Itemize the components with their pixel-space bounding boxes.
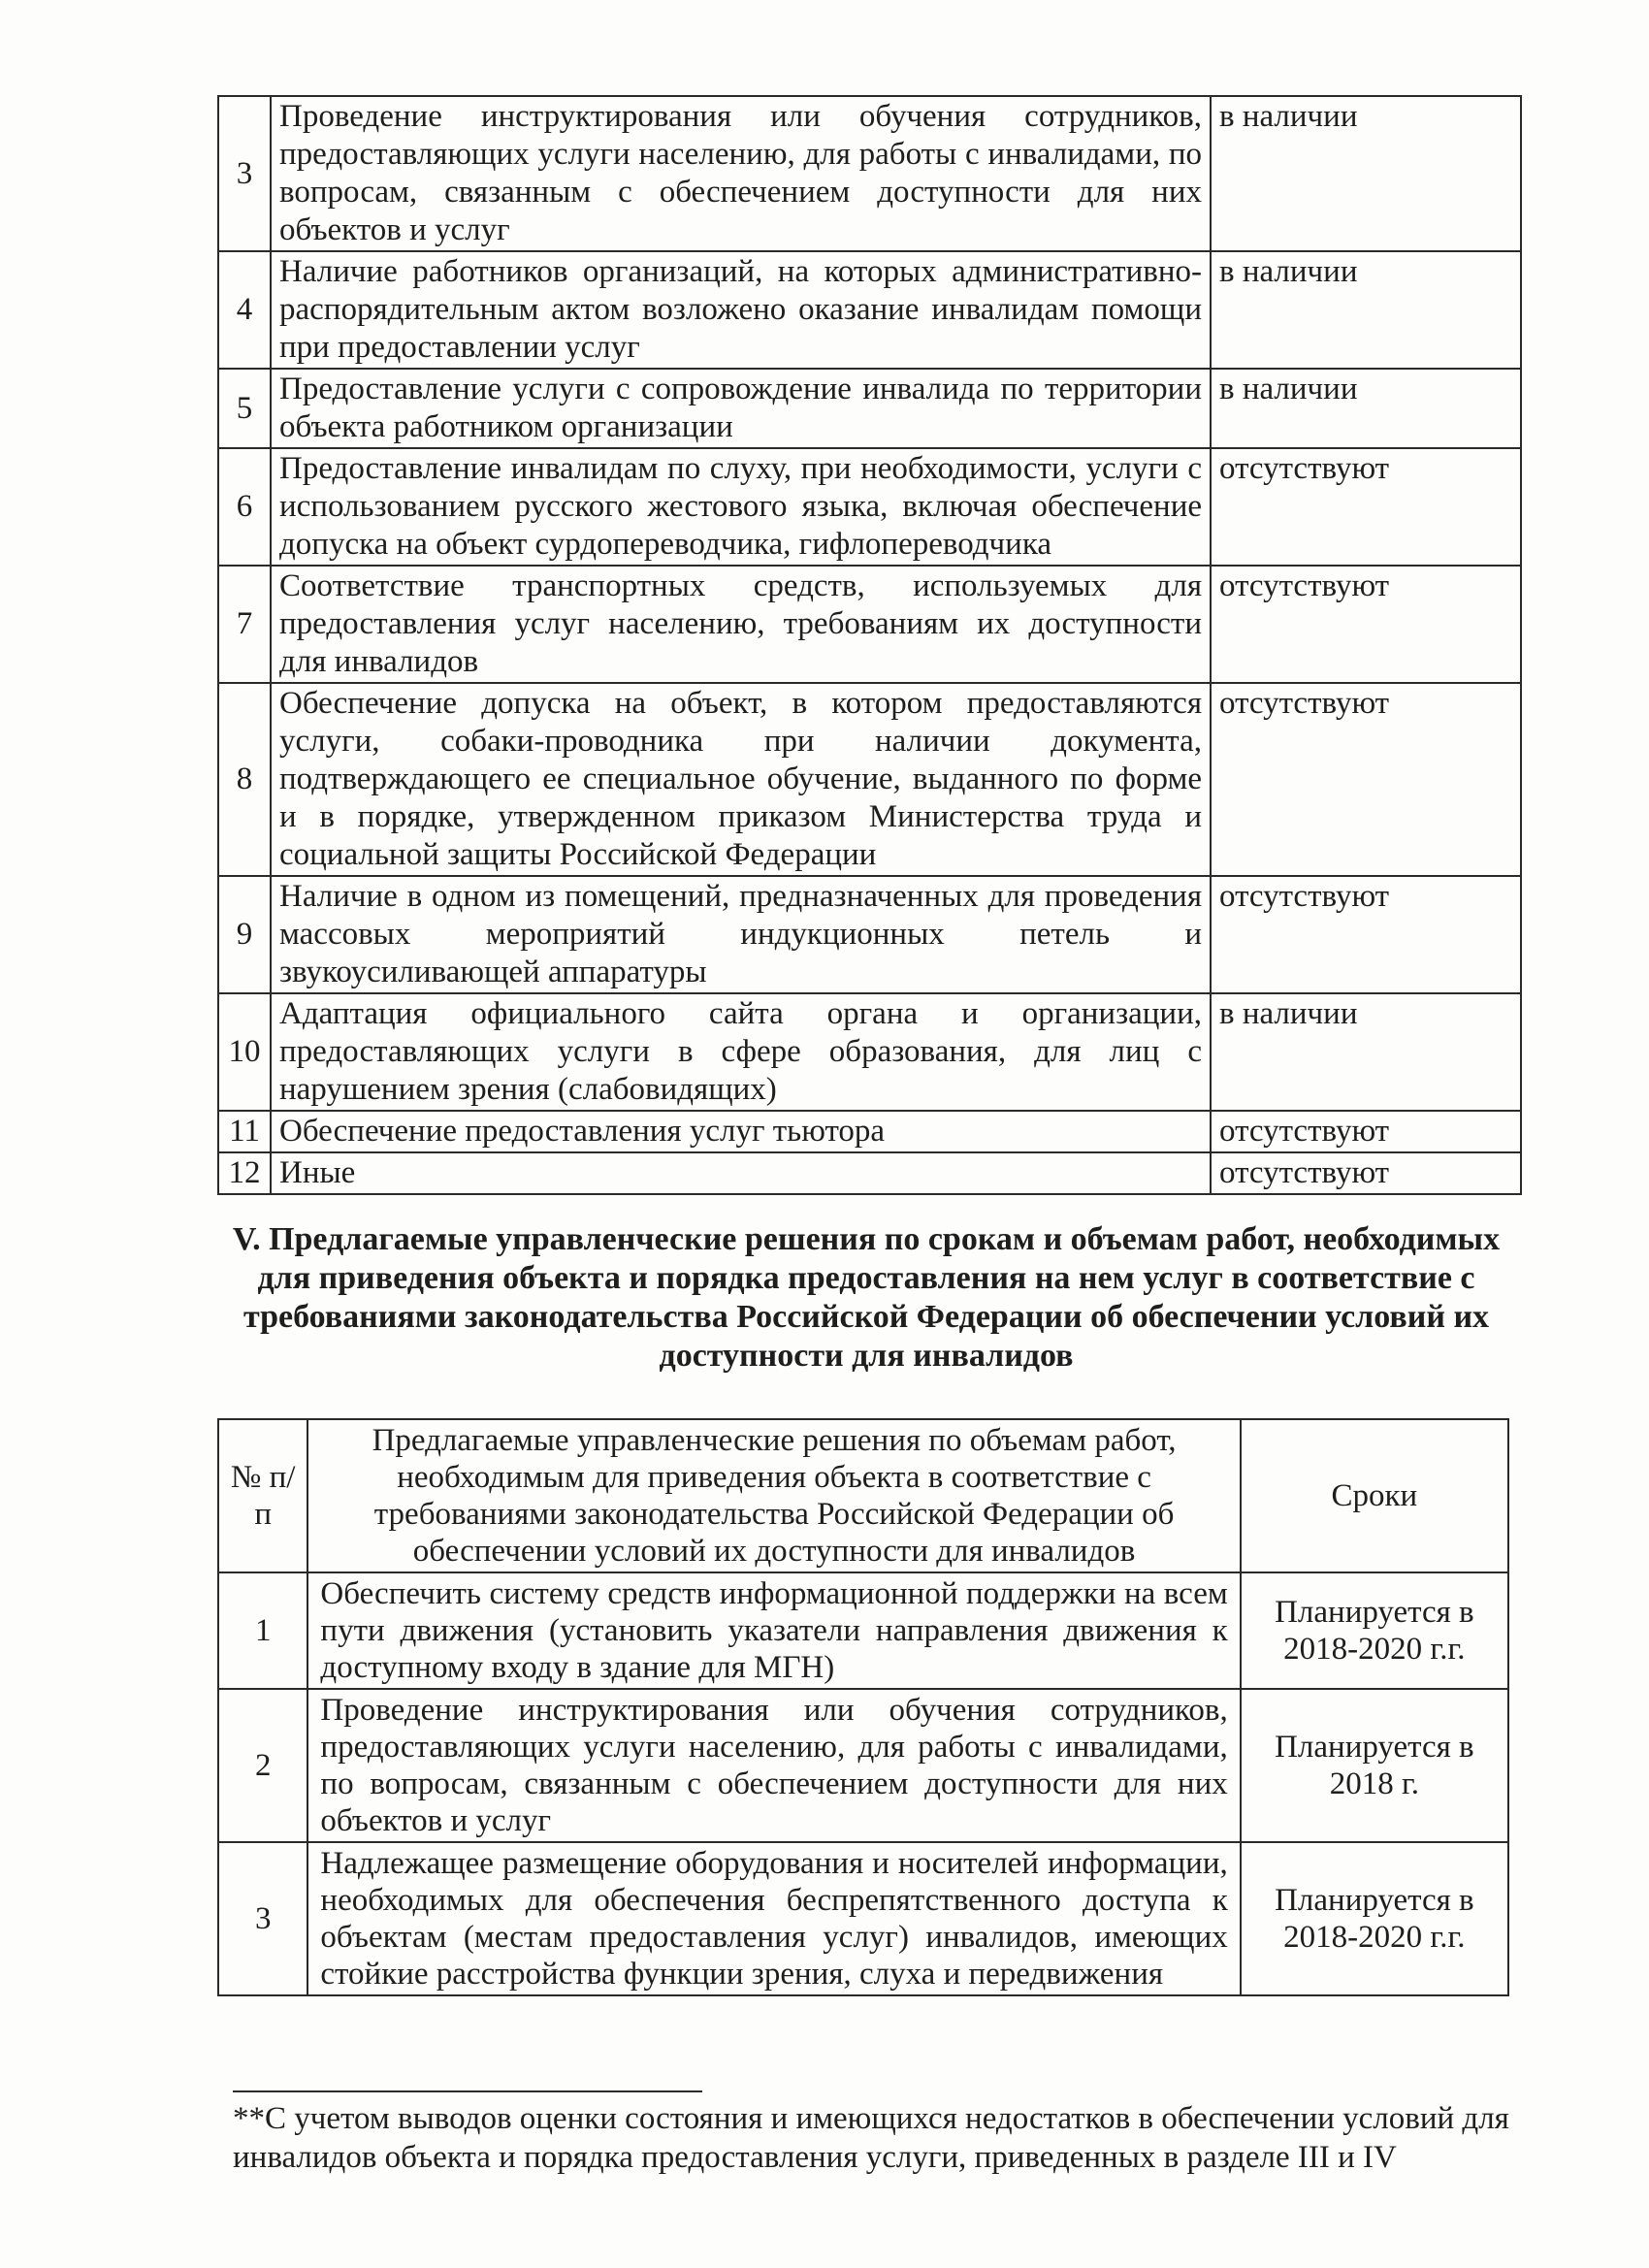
row-status: отсутствуют [1211, 876, 1521, 993]
footnote-divider [233, 2090, 702, 2092]
table-row [218, 1689, 1508, 1842]
row-status: отсутствуют [1211, 566, 1521, 683]
row-number: 12 [218, 1152, 271, 1194]
header-measures: Предлагаемые управленческие решения по объемам работ, необходимым для приведения объекта в соответствие с требованиями законодательства Российской Федерации об обеспечении условий их доступности для инвалидов [307, 1419, 1240, 1572]
heading-line: доступности для инвалидов [659, 1338, 1074, 1374]
row-description: Надлежащее размещение оборудования и носителей информации, необходимых для обеспечения беспрепятственного доступа к объектам (местам предоставления услуг) инвалидов, имеющих стойкие расстройства функции зрения, слуха и передвижения [307, 1842, 1240, 1995]
accessibility-services-table [217, 95, 1522, 1195]
table-row [218, 683, 1521, 876]
row-status: отсутствуют [1211, 448, 1521, 566]
row-number: 7 [218, 566, 271, 683]
management-decisions-table [217, 1418, 1509, 1996]
row-description: Адаптация официального сайта органа и организации, предоставляющих услуги в сфере образования, для лиц с нарушением зрения (слабовидящих) [271, 993, 1211, 1111]
row-description: Обеспечить систему средств информационной поддержки на всем пути движения (установить указатели направления движения к доступному входу в здание для МГН) [307, 1572, 1240, 1689]
row-number: 3 [218, 1842, 307, 1995]
heading-line: для приведения объекта и порядка предоставления на нем услуг в соответствие с [257, 1260, 1475, 1296]
row-description: Предоставление инвалидам по слуху, при необходимости, услуги с использованием русского жестового языка, включая обеспечение допуска на объект сурдопереводчика, гифлопереводчика [271, 448, 1211, 566]
row-status: в наличии [1211, 993, 1521, 1111]
table-row [218, 369, 1521, 448]
row-status: в наличии [1211, 369, 1521, 448]
row-status: отсутствуют [1211, 1152, 1521, 1194]
row-number: 10 [218, 993, 271, 1111]
row-term: Планируется в 2018-2020 г.г. [1241, 1842, 1508, 1995]
table-header-row [218, 1419, 1508, 1572]
table-row [218, 96, 1521, 251]
row-status: в наличии [1211, 251, 1521, 369]
table-row [218, 251, 1521, 369]
row-number: 11 [218, 1111, 271, 1152]
row-number: 8 [218, 683, 271, 876]
row-description: Проведение инструктирования или обучения сотрудников, предоставляющих услуги населению, для работы с инвалидами, по вопросам, связанным с обеспечением доступности для них объектов и услуг [271, 96, 1211, 251]
row-description: Наличие работников организаций, на которых административно-распорядительным актом возложено оказание инвалидам помощи при предоставлении услуг [271, 251, 1211, 369]
row-number: 6 [218, 448, 271, 566]
table-row [218, 566, 1521, 683]
table-row [218, 1572, 1508, 1689]
section-v-heading [217, 1220, 1515, 1376]
row-description: Наличие в одном из помещений, предназначенных для проведения массовых мероприятий индукционных петель и звукоусиливающей аппаратуры [271, 876, 1211, 993]
row-number: 4 [218, 251, 271, 369]
table-row [218, 993, 1521, 1111]
table-row [218, 1111, 1521, 1152]
table-row [218, 1152, 1521, 1194]
row-description: Соответствие транспортных средств, используемых для предоставления услуг населению, требованиям их доступности для инвалидов [271, 566, 1211, 683]
row-number: 2 [218, 1689, 307, 1842]
row-description: Обеспечение допуска на объект, в котором предоставляются услуги, собаки-проводника при наличии документа, подтверждающего ее специальное обучение, выданного по форме и в порядке, утвержденном приказом Министерства труда и социальной защиты Российской Федерации [271, 683, 1211, 876]
row-number: 1 [218, 1572, 307, 1689]
table-row [218, 1842, 1508, 1995]
footnote: **С учетом выводов оценки состояния и имеющихся недостатков в обеспечении условий для инвалидов объекта и порядка предоставления услуги, приведенных в разделе III и IV [233, 2101, 1509, 2175]
heading-line: требованиями законодательства Российской Федерации об обеспечении условий их [242, 1299, 1490, 1335]
row-number: 9 [218, 876, 271, 993]
header-number: № п/п [218, 1419, 307, 1572]
row-number: 3 [218, 96, 271, 251]
table-row [218, 448, 1521, 566]
row-description: Проведение инструктирования или обучения сотрудников, предоставляющих услуги населению, для работы с инвалидами, по вопросам, связанным с обеспечением доступности для них объектов и услуг [307, 1689, 1240, 1842]
row-term: Планируется в 2018-2020 г.г. [1241, 1572, 1508, 1689]
heading-line: V. Предлагаемые управленческие решения по срокам и объемам работ, необходимых [232, 1221, 1501, 1257]
row-status: в наличии [1211, 96, 1521, 251]
row-status: отсутствуют [1211, 1111, 1521, 1152]
row-status: отсутствуют [1211, 683, 1521, 876]
table-row [218, 876, 1521, 993]
header-terms: Сроки [1241, 1419, 1508, 1572]
row-number: 5 [218, 369, 271, 448]
row-description: Предоставление услуги с сопровождение инвалида по территории объекта работником организации [271, 369, 1211, 448]
row-description: Обеспечение предоставления услуг тьютора [271, 1111, 1211, 1152]
row-description: Иные [271, 1152, 1211, 1194]
row-term: Планируется в 2018 г. [1241, 1689, 1508, 1842]
